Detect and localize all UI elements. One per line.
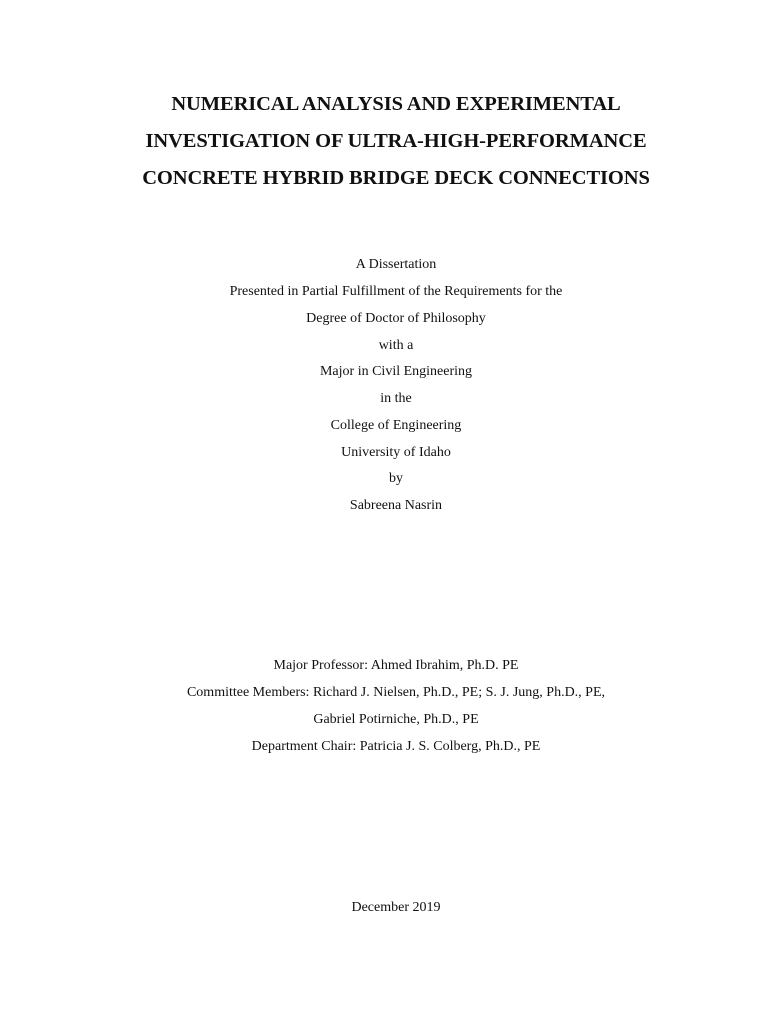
- title-line-1: NUMERICAL ANALYSIS AND EXPERIMENTAL: [171, 93, 621, 115]
- statement-line-3: Degree of Doctor of Philosophy: [306, 311, 486, 326]
- date: December 2019: [351, 900, 441, 915]
- statement-line-7: College of Engineering: [330, 418, 462, 433]
- committee-members-continued: Gabriel Potirniche, Ph.D., PE: [313, 712, 479, 727]
- title-line-3: CONCRETE HYBRID BRIDGE DECK CONNECTIONS: [142, 167, 650, 189]
- department-chair: Department Chair: Patricia J. S. Colberg, Ph.D., PE: [251, 739, 541, 754]
- statement-line-1: A Dissertation: [355, 257, 437, 272]
- committee-members: Committee Members: Richard J. Nielsen, Ph.D., PE; S. J. Jung, Ph.D., PE,: [186, 685, 606, 700]
- statement-line-5: Major in Civil Engineering: [319, 364, 473, 379]
- statement-line-2: Presented in Partial Fulfillment of the Requirements for the: [229, 284, 563, 299]
- statement-line-6: in the: [380, 391, 412, 406]
- statement-line-8: University of Idaho: [341, 445, 451, 460]
- statement-line-9: by: [389, 471, 403, 486]
- author-name: Sabreena Nasrin: [349, 498, 443, 513]
- title-line-2: INVESTIGATION OF ULTRA-HIGH-PERFORMANCE: [145, 130, 647, 152]
- statement-line-4: with a: [378, 338, 414, 353]
- major-professor: Major Professor: Ahmed Ibrahim, Ph.D. PE: [273, 658, 519, 673]
